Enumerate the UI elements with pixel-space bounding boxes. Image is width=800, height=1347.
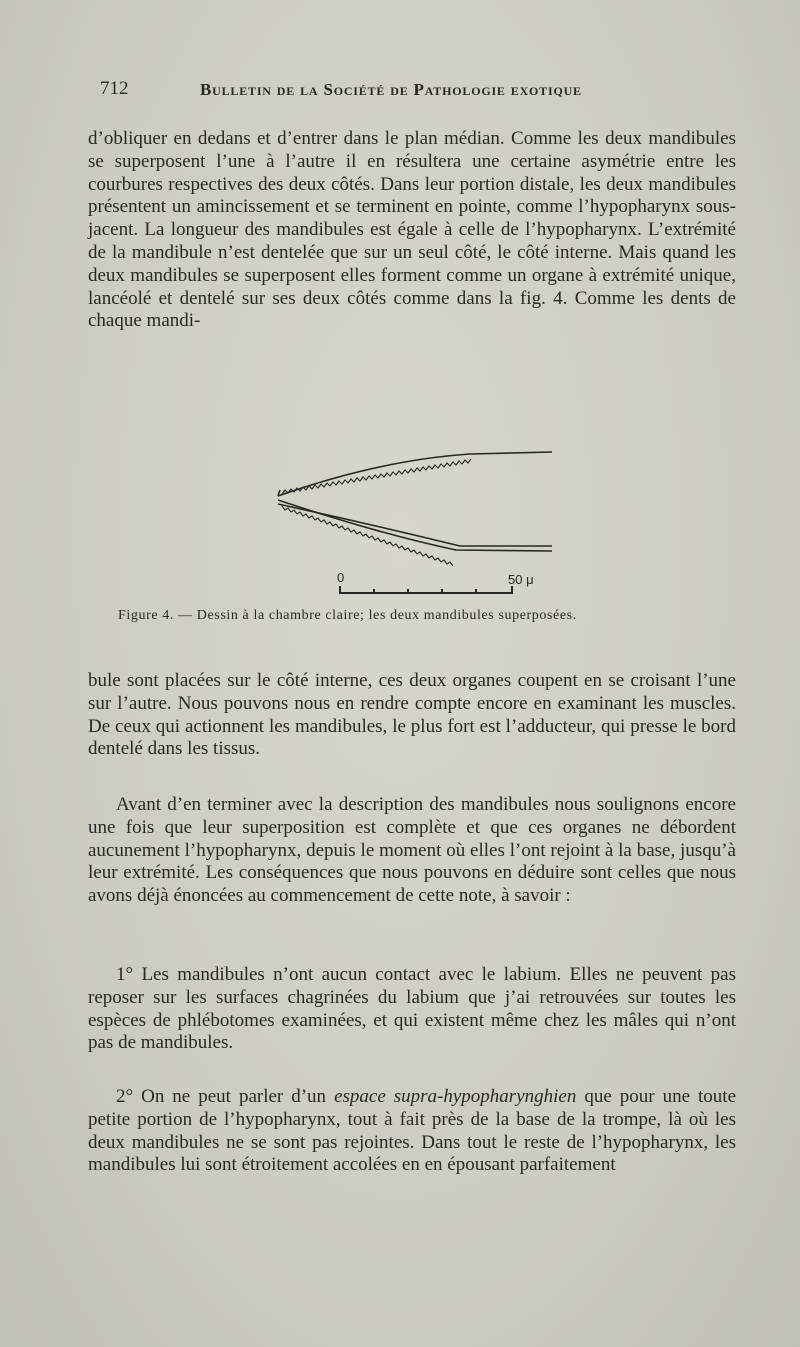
paragraph-4: 1° Les mandibules n’ont aucun contact avec le labium. Elles ne peuvent pas reposer sur les surfaces chagrinées du labium que j’ai retrouvées sur toutes les espèces de phlébotomes examinées, et qui existent même chez les mâles qui n’ont pas de mandibules.: [88, 964, 736, 1054]
paragraph-1: d’obliquer en dedans et d’entrer dans le plan médian. Comme les deux mandibules se superposent l’une à l’autre il en résultera une certaine asymétrie entre les courbures respectives des deux côtés. Dans leur portion distale, les deux mandibules présentent un amincissement et se terminent en pointe, comme l’hypopharynx sous-jacent. La longueur des mandibules est égale à celle de l’hypopharynx. L’extrémité de la mandibule n’est dentelée que sur un seul côté, le côté interne. Mais quand les deux mandibules se superposent elles forment comme un organe à extrémité unique, lancéolé et dentelé sur ses deux côtés comme dans la fig. 4. Comme les dents de chaque mandi-: [88, 128, 736, 332]
paragraph-5-text-a: 2° On ne peut parler d’un: [116, 1086, 335, 1107]
upper-serrations: [282, 459, 471, 494]
scale-label-end: 50 μ: [508, 572, 534, 587]
page-header: [100, 78, 660, 106]
paragraph-2: bule sont placées sur le côté interne, ces deux organes coupent en se croisant l’une sur l’autre. Nous pouvons nous en rendre compte encore en examinant les muscles. De ceux qui actionnent les mandibules, le plus fort est l’adducteur, qui presse le bord dentelé dans les tissus.: [88, 670, 736, 760]
scale-label-start: 0: [337, 570, 345, 585]
paragraph-3: Avant d’en terminer avec la description des mandibules nous soulignons encore une fois que leur superposition est complète et que ces organes ne débordent aucunement l’hypopharynx, depuis le moment où elles l’ont rejoint à la base, jusqu’à leur extrémité. Les conséquences que nous pouvons en déduire sont celles que nous avons déjà énoncées au commencement de cette note, à savoir :: [88, 794, 736, 907]
page-number: 712: [100, 78, 129, 99]
mandibles-outline: [278, 452, 552, 551]
scale-bar: [340, 586, 512, 594]
paragraph-5-text-b: que pour une toute petite portion de l’hypopharynx, tout à fait près de la base de la trompe, là où les deux mandibules ne se sont pas rejointes. Dans tout le reste de l’hypopharynx, les mandibules lui sont étroitement accolées en en épousant parfaitement: [88, 1086, 737, 1176]
running-title: Bulletin de la Société de Pathologie exotique: [200, 80, 582, 99]
paragraph-5: [88, 1086, 736, 1177]
mandibles-illustration: [260, 438, 560, 618]
figure-4-drawing: [260, 438, 560, 618]
figure-caption: Figure 4. — Dessin à la chambre claire; les deux mandibules superposées.: [118, 608, 577, 623]
lower-serrations: [282, 506, 453, 566]
paragraph-5-italic-term: espace supra-hypopharynghien: [334, 1086, 577, 1107]
